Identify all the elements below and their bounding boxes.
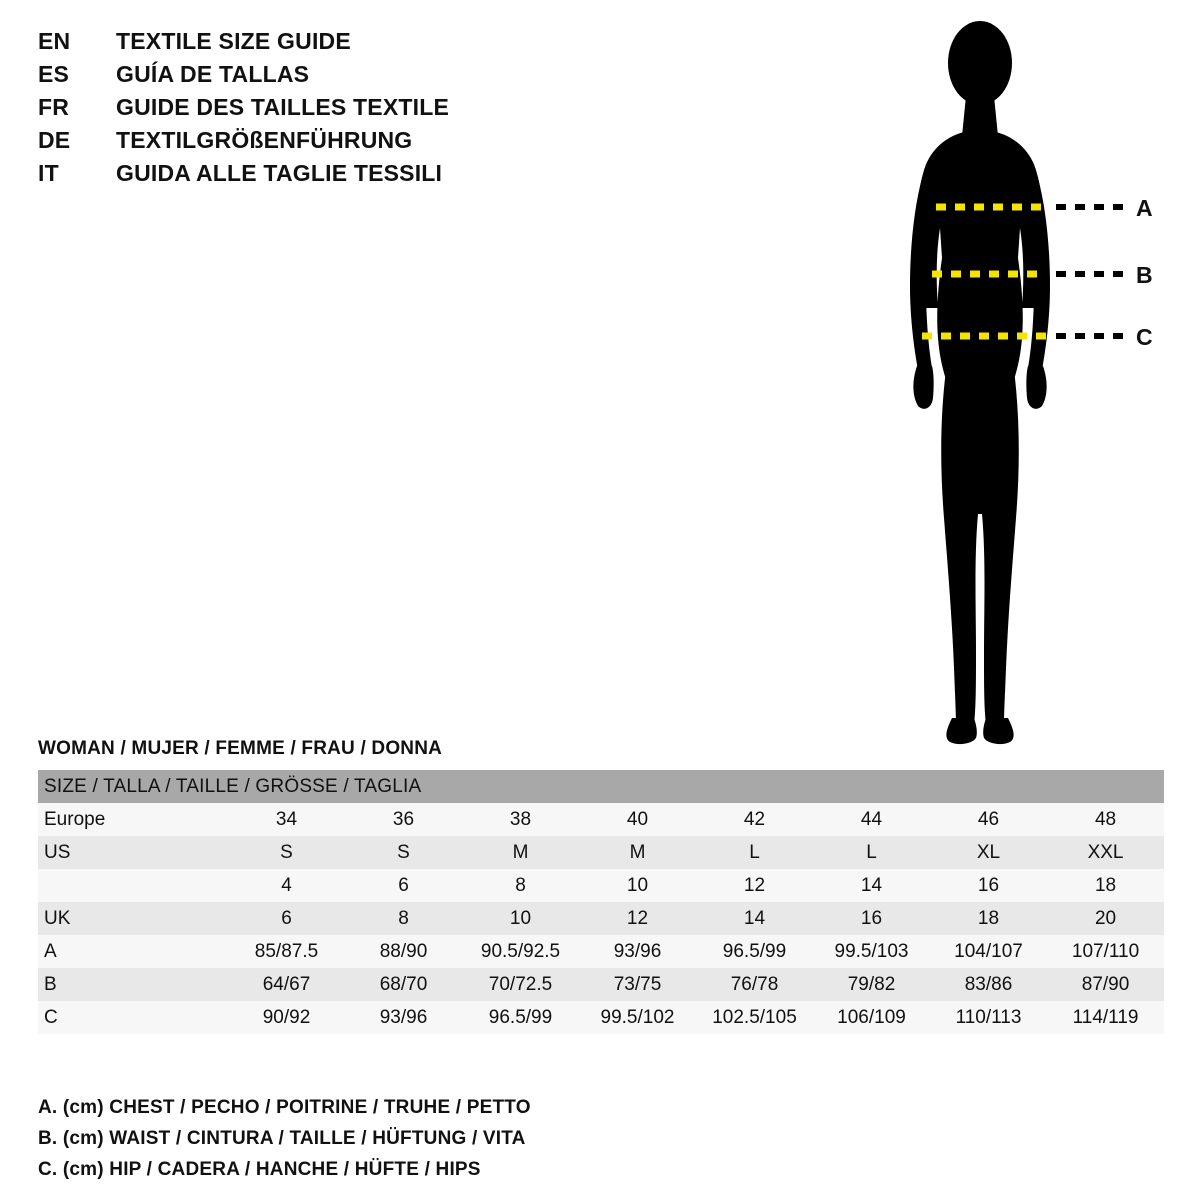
table-cell: 40 [579, 803, 696, 836]
table-cell: 6 [345, 869, 462, 902]
table-cell: 10 [462, 902, 579, 935]
table-cell: 87/90 [1047, 968, 1164, 1001]
title-text: TEXTILGRÖßENFÜHRUNG [116, 127, 413, 153]
table-cell: 12 [696, 869, 813, 902]
table-cell: 48 [1047, 803, 1164, 836]
table-cell: 88/90 [345, 935, 462, 968]
table-cell: 10 [579, 869, 696, 902]
title-text: GUIDA ALLE TAGLIE TESSILI [116, 160, 443, 186]
table-row [38, 902, 1164, 935]
title-language-code: FR [38, 94, 70, 120]
table-cell: XXL [1047, 836, 1164, 869]
table-cell: S [228, 836, 345, 869]
table-cell: L [696, 836, 813, 869]
table-cell: 16 [813, 902, 930, 935]
table-cell: 14 [696, 902, 813, 935]
female-silhouette-figure [860, 18, 1190, 748]
size-table-header-label: SIZE / TALLA / TAILLE / GRÖSSE / TAGLIA [38, 770, 1164, 803]
table-cell: 16 [930, 869, 1047, 902]
table-cell: 104/107 [930, 935, 1047, 968]
table-cell: 83/86 [930, 968, 1047, 1001]
title-language-code: DE [38, 127, 71, 153]
table-cell: 99.5/103 [813, 935, 930, 968]
table-cell: 96.5/99 [462, 1001, 579, 1034]
title-language-code: IT [38, 160, 59, 186]
table-cell: 44 [813, 803, 930, 836]
table-row [38, 836, 1164, 869]
table-cell: 34 [228, 803, 345, 836]
row-label: A [38, 935, 228, 968]
table-cell: 46 [930, 803, 1047, 836]
table-cell: 68/70 [345, 968, 462, 1001]
legend-line-b: B. (cm) WAIST / CINTURA / TAILLE / HÜFTUNG / VITA [38, 1128, 526, 1149]
row-label: B [38, 968, 228, 1001]
table-cell: 90.5/92.5 [462, 935, 579, 968]
table-cell: 38 [462, 803, 579, 836]
table-cell: 102.5/105 [696, 1001, 813, 1034]
woman-silhouette-shape [910, 21, 1050, 744]
table-cell: 20 [1047, 902, 1164, 935]
table-cell: 93/96 [345, 1001, 462, 1034]
title-block [38, 28, 558, 193]
table-header-row [38, 770, 1164, 803]
row-label: UK [38, 902, 228, 935]
table-row [38, 935, 1164, 968]
legend-line-c: C. (cm) HIP / CADERA / HANCHE / HÜFTE / HIPS [38, 1159, 481, 1180]
table-cell: 14 [813, 869, 930, 902]
row-label: Europe [38, 803, 228, 836]
table-cell: 42 [696, 803, 813, 836]
table-cell: 110/113 [930, 1001, 1047, 1034]
row-label: C [38, 1001, 228, 1034]
table-cell: 64/67 [228, 968, 345, 1001]
table-cell: M [462, 836, 579, 869]
table-cell: 96.5/99 [696, 935, 813, 968]
table-row [38, 1001, 1164, 1034]
title-text: GUIDE DES TAILLES TEXTILE [116, 94, 449, 120]
table-cell: S [345, 836, 462, 869]
title-row [38, 28, 558, 61]
table-cell: 12 [579, 902, 696, 935]
table-cell: 36 [345, 803, 462, 836]
table-cell: 76/78 [696, 968, 813, 1001]
table-row [38, 803, 1164, 836]
table-cell: 4 [228, 869, 345, 902]
row-label [38, 869, 228, 902]
table-cell: 107/110 [1047, 935, 1164, 968]
row-label: US [38, 836, 228, 869]
silhouette-svg [860, 18, 1190, 748]
table-row [38, 869, 1164, 902]
table-cell: 93/96 [579, 935, 696, 968]
table-cell: 6 [228, 902, 345, 935]
title-row [38, 94, 558, 127]
table-cell: 8 [462, 869, 579, 902]
table-cell: L [813, 836, 930, 869]
table-cell: 90/92 [228, 1001, 345, 1034]
table-cell: 85/87.5 [228, 935, 345, 968]
title-row [38, 127, 558, 160]
measure-label-a: A [1136, 195, 1153, 221]
size-table [38, 770, 1164, 1034]
table-cell: 106/109 [813, 1001, 930, 1034]
measure-label-c: C [1136, 324, 1153, 350]
size-table-section [38, 738, 1163, 1034]
table-cell: 18 [1047, 869, 1164, 902]
table-cell: 79/82 [813, 968, 930, 1001]
title-text: GUÍA DE TALLAS [116, 61, 310, 87]
title-language-code: EN [38, 28, 71, 54]
table-cell: 114/119 [1047, 1001, 1164, 1034]
measurement-legend [38, 1092, 738, 1185]
legend-line-a: A. (cm) CHEST / PECHO / POITRINE / TRUHE / PETTO [38, 1097, 531, 1118]
table-cell: M [579, 836, 696, 869]
title-row [38, 160, 558, 193]
table-cell: XL [930, 836, 1047, 869]
table-cell: 18 [930, 902, 1047, 935]
title-row [38, 61, 558, 94]
table-cell: 73/75 [579, 968, 696, 1001]
table-row [38, 968, 1164, 1001]
table-cell: 8 [345, 902, 462, 935]
woman-section-heading: WOMAN / MUJER / FEMME / FRAU / DONNA [38, 738, 443, 759]
table-cell: 70/72.5 [462, 968, 579, 1001]
title-language-code: ES [38, 61, 70, 87]
title-text: TEXTILE SIZE GUIDE [116, 28, 351, 54]
measure-label-b: B [1136, 262, 1153, 288]
table-cell: 99.5/102 [579, 1001, 696, 1034]
